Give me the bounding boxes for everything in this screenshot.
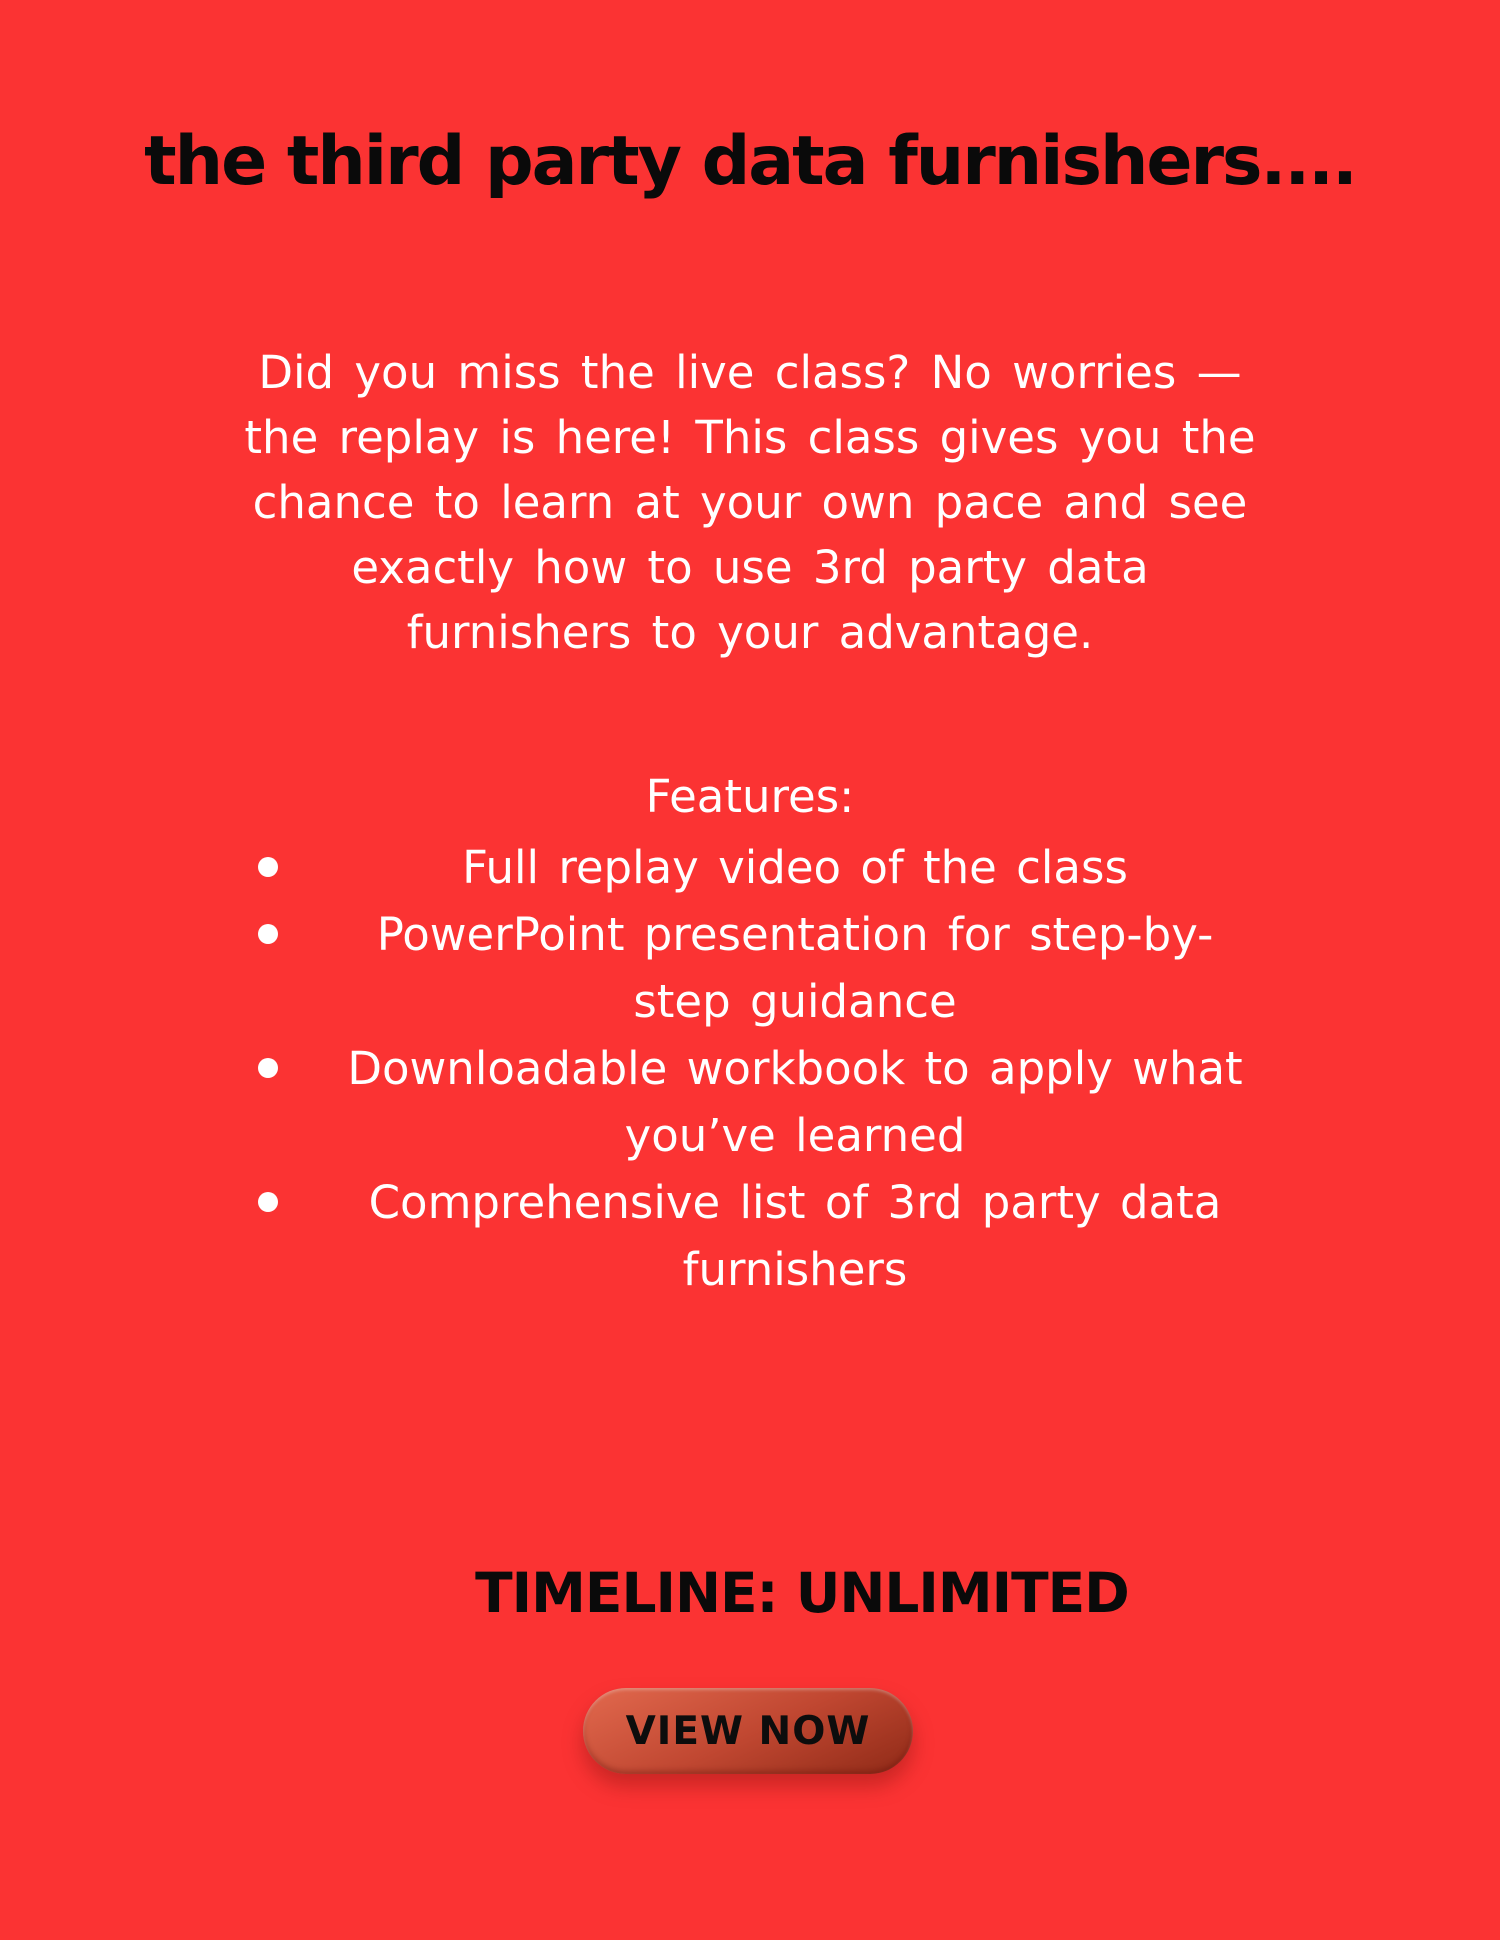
feature-item: [240, 1035, 1350, 1169]
bullet-dot-icon: [258, 924, 278, 944]
intro-line: the replay is here! This class gives you the: [244, 411, 1256, 464]
features-list: [240, 834, 1350, 1303]
feature-line: PowerPoint presentation for step-by-: [376, 908, 1214, 961]
intro-line: exactly how to use 3rd party data: [351, 541, 1149, 594]
feature-line: you’ve learned: [624, 1109, 966, 1162]
feature-line: furnishers: [682, 1243, 908, 1296]
feature-item: [240, 1169, 1350, 1303]
feature-line: Comprehensive list of 3rd party data: [368, 1176, 1222, 1229]
intro-line: Did you miss the live class? No worries —: [258, 346, 1242, 399]
feature-item: [240, 834, 1350, 901]
bullet-dot-icon: [258, 857, 278, 877]
page-title: the third party data furnishers....: [144, 122, 1356, 201]
feature-line: Full replay video of the class: [462, 841, 1128, 894]
timeline-text: TIMELINE: UNLIMITED: [475, 1561, 1129, 1625]
feature-item: [240, 901, 1350, 1035]
intro-paragraph: [200, 340, 1300, 665]
bullet-dot-icon: [258, 1058, 278, 1078]
intro-line: chance to learn at your own pace and see: [252, 476, 1248, 529]
feature-line: Downloadable workbook to apply what: [347, 1042, 1243, 1095]
view-now-button[interactable]: VIEW NOW: [583, 1688, 913, 1774]
features-heading: Features:: [645, 770, 855, 823]
intro-line: furnishers to your advantage.: [406, 606, 1094, 659]
bullet-dot-icon: [258, 1192, 278, 1212]
feature-line: step guidance: [633, 975, 957, 1028]
